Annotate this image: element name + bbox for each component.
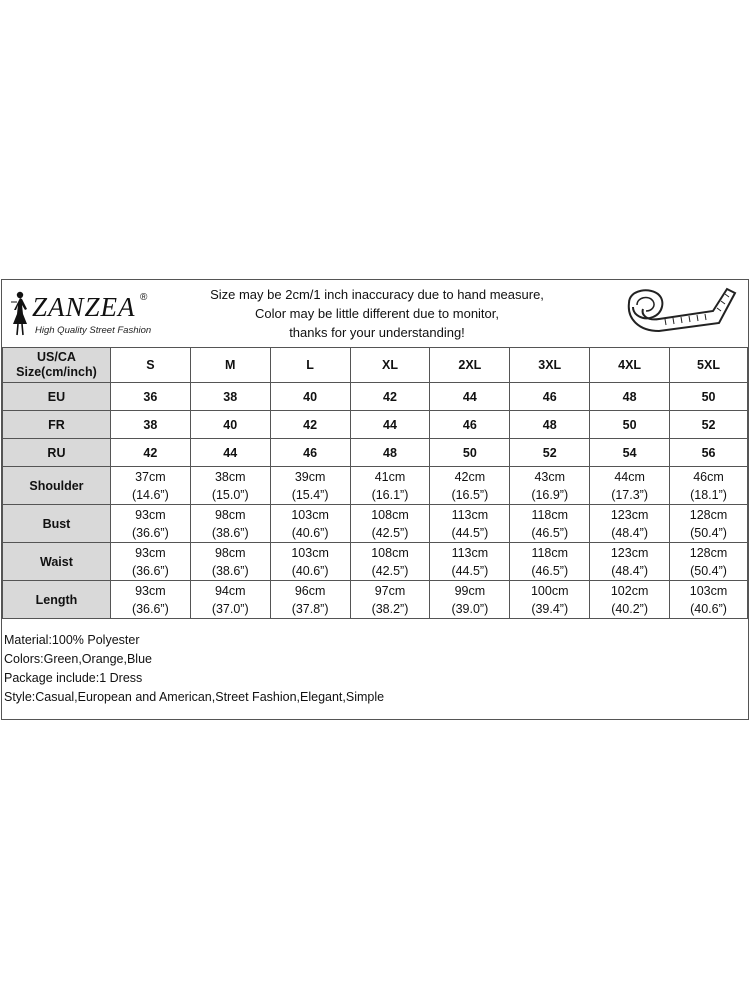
measurement-cell: [430, 467, 510, 505]
measurement-inch: (15.0”): [211, 487, 249, 502]
size-header: 3XL: [510, 348, 590, 383]
measurement-cm: 43cm: [534, 469, 566, 484]
measurement-cm: 94cm: [214, 583, 246, 598]
measurement-cell: [110, 467, 190, 505]
measurement-cm: 97cm: [374, 583, 406, 598]
measurement-inch: (16.5”): [451, 487, 489, 502]
measurement-inch: (38.6”): [211, 563, 249, 578]
measurement-cm: 46cm: [693, 469, 724, 484]
measurement-inch: (36.6”): [131, 525, 169, 540]
size-value: 38: [110, 411, 190, 439]
measurement-cell: [270, 505, 350, 543]
info-line: Colors:Green,Orange,Blue: [4, 652, 152, 666]
measurement-cell: [430, 543, 510, 581]
measurement-cell: [670, 581, 748, 619]
measurement-inch: (44.5”): [451, 563, 489, 578]
measurement-cell: [510, 543, 590, 581]
measurement-inch: (48.4”): [611, 563, 649, 578]
measurement-cm: 118cm: [531, 507, 569, 522]
measurement-cm: 93cm: [135, 583, 166, 598]
row-label: Length: [3, 581, 111, 619]
size-value: 44: [350, 411, 430, 439]
measurement-cell: [590, 467, 670, 505]
measurement-inch: (48.4”): [611, 525, 649, 540]
size-value: 52: [670, 411, 748, 439]
size-value: 50: [590, 411, 670, 439]
measurement-cm: 128cm: [689, 545, 728, 560]
size-value: 52: [510, 439, 590, 467]
fashion-figure-icon: [8, 290, 32, 336]
measurement-inch: (17.3”): [611, 487, 649, 502]
measurement-cell: [190, 467, 270, 505]
measurement-inch: (39.0”): [451, 601, 489, 616]
size-value: 50: [430, 439, 510, 467]
measurement-cell: [590, 581, 670, 619]
measurement-inch: (46.5”): [531, 525, 569, 540]
brand-name: ZANZEA: [32, 292, 136, 322]
row-label: Waist: [3, 543, 111, 581]
measurement-cm: 93cm: [135, 545, 166, 560]
size-header: S: [110, 348, 190, 383]
measurement-inch: (40.6”): [690, 601, 727, 616]
notice-line: Color may be little different due to monitor,: [255, 306, 499, 321]
measurement-inch: (50.4”): [690, 563, 727, 578]
measuring-tape-icon: [619, 283, 739, 343]
measurement-inch: (36.6”): [131, 601, 169, 616]
corner-header: [3, 348, 111, 383]
measurement-inch: (16.1”): [371, 487, 409, 502]
info-line: Style:Casual,European and American,Street Fashion,Elegant,Simple: [4, 690, 385, 704]
measurement-row: [3, 467, 748, 505]
measurement-cell: [350, 505, 430, 543]
size-value: 46: [510, 383, 590, 411]
measurement-inch: (15.4”): [291, 487, 329, 502]
measurement-cm: 123cm: [610, 545, 649, 560]
size-value: 42: [270, 411, 350, 439]
notice-line: thanks for your understanding!: [289, 325, 465, 340]
size-value: 40: [270, 383, 350, 411]
measurement-row: [3, 543, 748, 581]
size-value: 46: [430, 411, 510, 439]
size-value: 40: [190, 411, 270, 439]
measurement-inch: (40.2”): [611, 601, 649, 616]
measurement-cell: [190, 581, 270, 619]
size-value: 42: [110, 439, 190, 467]
measurement-cm: 118cm: [531, 545, 569, 560]
measurement-cell: [190, 543, 270, 581]
measurement-cm: 41cm: [374, 469, 406, 484]
measurement-cm: 42cm: [454, 469, 486, 484]
measurement-cm: 96cm: [294, 583, 326, 598]
measurement-cell: [670, 467, 748, 505]
size-header: 4XL: [590, 348, 670, 383]
measurement-inch: (44.5”): [451, 525, 489, 540]
measurement-row: [3, 505, 748, 543]
size-value: 36: [110, 383, 190, 411]
size-header: 5XL: [670, 348, 748, 383]
size-header: M: [190, 348, 270, 383]
size-value: 50: [670, 383, 748, 411]
notice-line: Size may be 2cm/1 inch inaccuracy due to hand measure,: [210, 287, 544, 302]
measurement-cell: [350, 467, 430, 505]
product-info: [4, 631, 384, 707]
row-label: Shoulder: [3, 467, 111, 505]
measurement-inch: (18.1”): [690, 487, 727, 502]
measurement-inch: (38.6”): [211, 525, 249, 540]
measurement-cell: [590, 543, 670, 581]
size-value: 46: [270, 439, 350, 467]
size-value: 56: [670, 439, 748, 467]
row-label: RU: [3, 439, 111, 467]
measurement-inch: (37.0”): [211, 601, 249, 616]
measurement-cm: 99cm: [454, 583, 486, 598]
measurement-cell: [510, 467, 590, 505]
measurement-inch: (42.5”): [371, 563, 409, 578]
measurement-cm: 38cm: [214, 469, 246, 484]
corner-line: Size(cm/inch): [16, 365, 97, 379]
chart-header: [2, 280, 748, 347]
row-label: Bust: [3, 505, 111, 543]
measurement-inch: (36.6”): [131, 563, 169, 578]
size-row: [3, 411, 748, 439]
measurement-cm: 39cm: [294, 469, 326, 484]
measurement-cell: [430, 505, 510, 543]
measurement-cell: [670, 505, 748, 543]
measurement-cm: 108cm: [371, 545, 409, 560]
measurement-cell: [430, 581, 510, 619]
measurement-cm: 102cm: [610, 583, 649, 598]
brand-logo: [6, 288, 156, 340]
size-header: 2XL: [430, 348, 510, 383]
measurement-inch: (39.4”): [531, 601, 569, 616]
measurement-cm: 100cm: [530, 583, 569, 598]
measurement-cell: [270, 467, 350, 505]
measurement-cell: [350, 581, 430, 619]
measurement-cell: [110, 543, 190, 581]
corner-line: US/CA: [37, 350, 76, 364]
measurement-inch: (38.2”): [371, 601, 409, 616]
size-value: 48: [590, 383, 670, 411]
size-value: 42: [350, 383, 430, 411]
measurement-cell: [590, 505, 670, 543]
size-value: 54: [590, 439, 670, 467]
measurement-cm: 93cm: [135, 507, 166, 522]
measurement-cm: 123cm: [610, 507, 649, 522]
size-header: XL: [350, 348, 430, 383]
info-line: Package include:1 Dress: [4, 671, 143, 685]
measurement-cell: [270, 543, 350, 581]
measurement-inch: (50.4”): [690, 525, 727, 540]
brand-tagline: High Quality Street Fashion: [35, 325, 152, 336]
measurement-cell: [270, 581, 350, 619]
measurement-inch: (40.6”): [291, 525, 329, 540]
measurement-cell: [190, 505, 270, 543]
size-value: 48: [510, 411, 590, 439]
measurement-cm: 103cm: [291, 507, 329, 522]
measurement-cell: [110, 505, 190, 543]
measurement-inch: (46.5”): [531, 563, 569, 578]
registered-mark: ®: [140, 292, 148, 303]
info-line: Material:100% Polyester: [4, 633, 140, 647]
row-label: EU: [3, 383, 111, 411]
size-header: L: [270, 348, 350, 383]
measurement-cm: 98cm: [214, 507, 246, 522]
size-value: 44: [430, 383, 510, 411]
measurement-cell: [670, 543, 748, 581]
measurement-inch: (14.6”): [131, 487, 169, 502]
measurement-inch: (16.9”): [531, 487, 569, 502]
size-chart: [1, 279, 749, 720]
size-row: [3, 439, 748, 467]
size-value: 48: [350, 439, 430, 467]
size-header-row: [3, 348, 748, 383]
measurement-cm: 44cm: [614, 469, 645, 484]
measurement-cell: [110, 581, 190, 619]
measurement-cm: 128cm: [689, 507, 728, 522]
measurement-notice: [162, 285, 592, 342]
measurement-cm: 108cm: [371, 507, 409, 522]
measurement-cm: 113cm: [451, 507, 489, 522]
measurement-cell: [510, 505, 590, 543]
size-value: 44: [190, 439, 270, 467]
size-table: [2, 347, 748, 619]
measurement-inch: (37.8”): [291, 601, 329, 616]
measurement-inch: (40.6”): [291, 563, 329, 578]
size-value: 38: [190, 383, 270, 411]
measurement-cell: [510, 581, 590, 619]
measurement-cm: 37cm: [135, 469, 166, 484]
size-row: [3, 383, 748, 411]
measurement-cm: 113cm: [451, 545, 489, 560]
measurement-cm: 103cm: [291, 545, 329, 560]
measurement-cm: 98cm: [214, 545, 246, 560]
measurement-inch: (42.5”): [371, 525, 409, 540]
measurement-cell: [350, 543, 430, 581]
row-label: FR: [3, 411, 111, 439]
measurement-row: [3, 581, 748, 619]
measurement-cm: 103cm: [689, 583, 728, 598]
